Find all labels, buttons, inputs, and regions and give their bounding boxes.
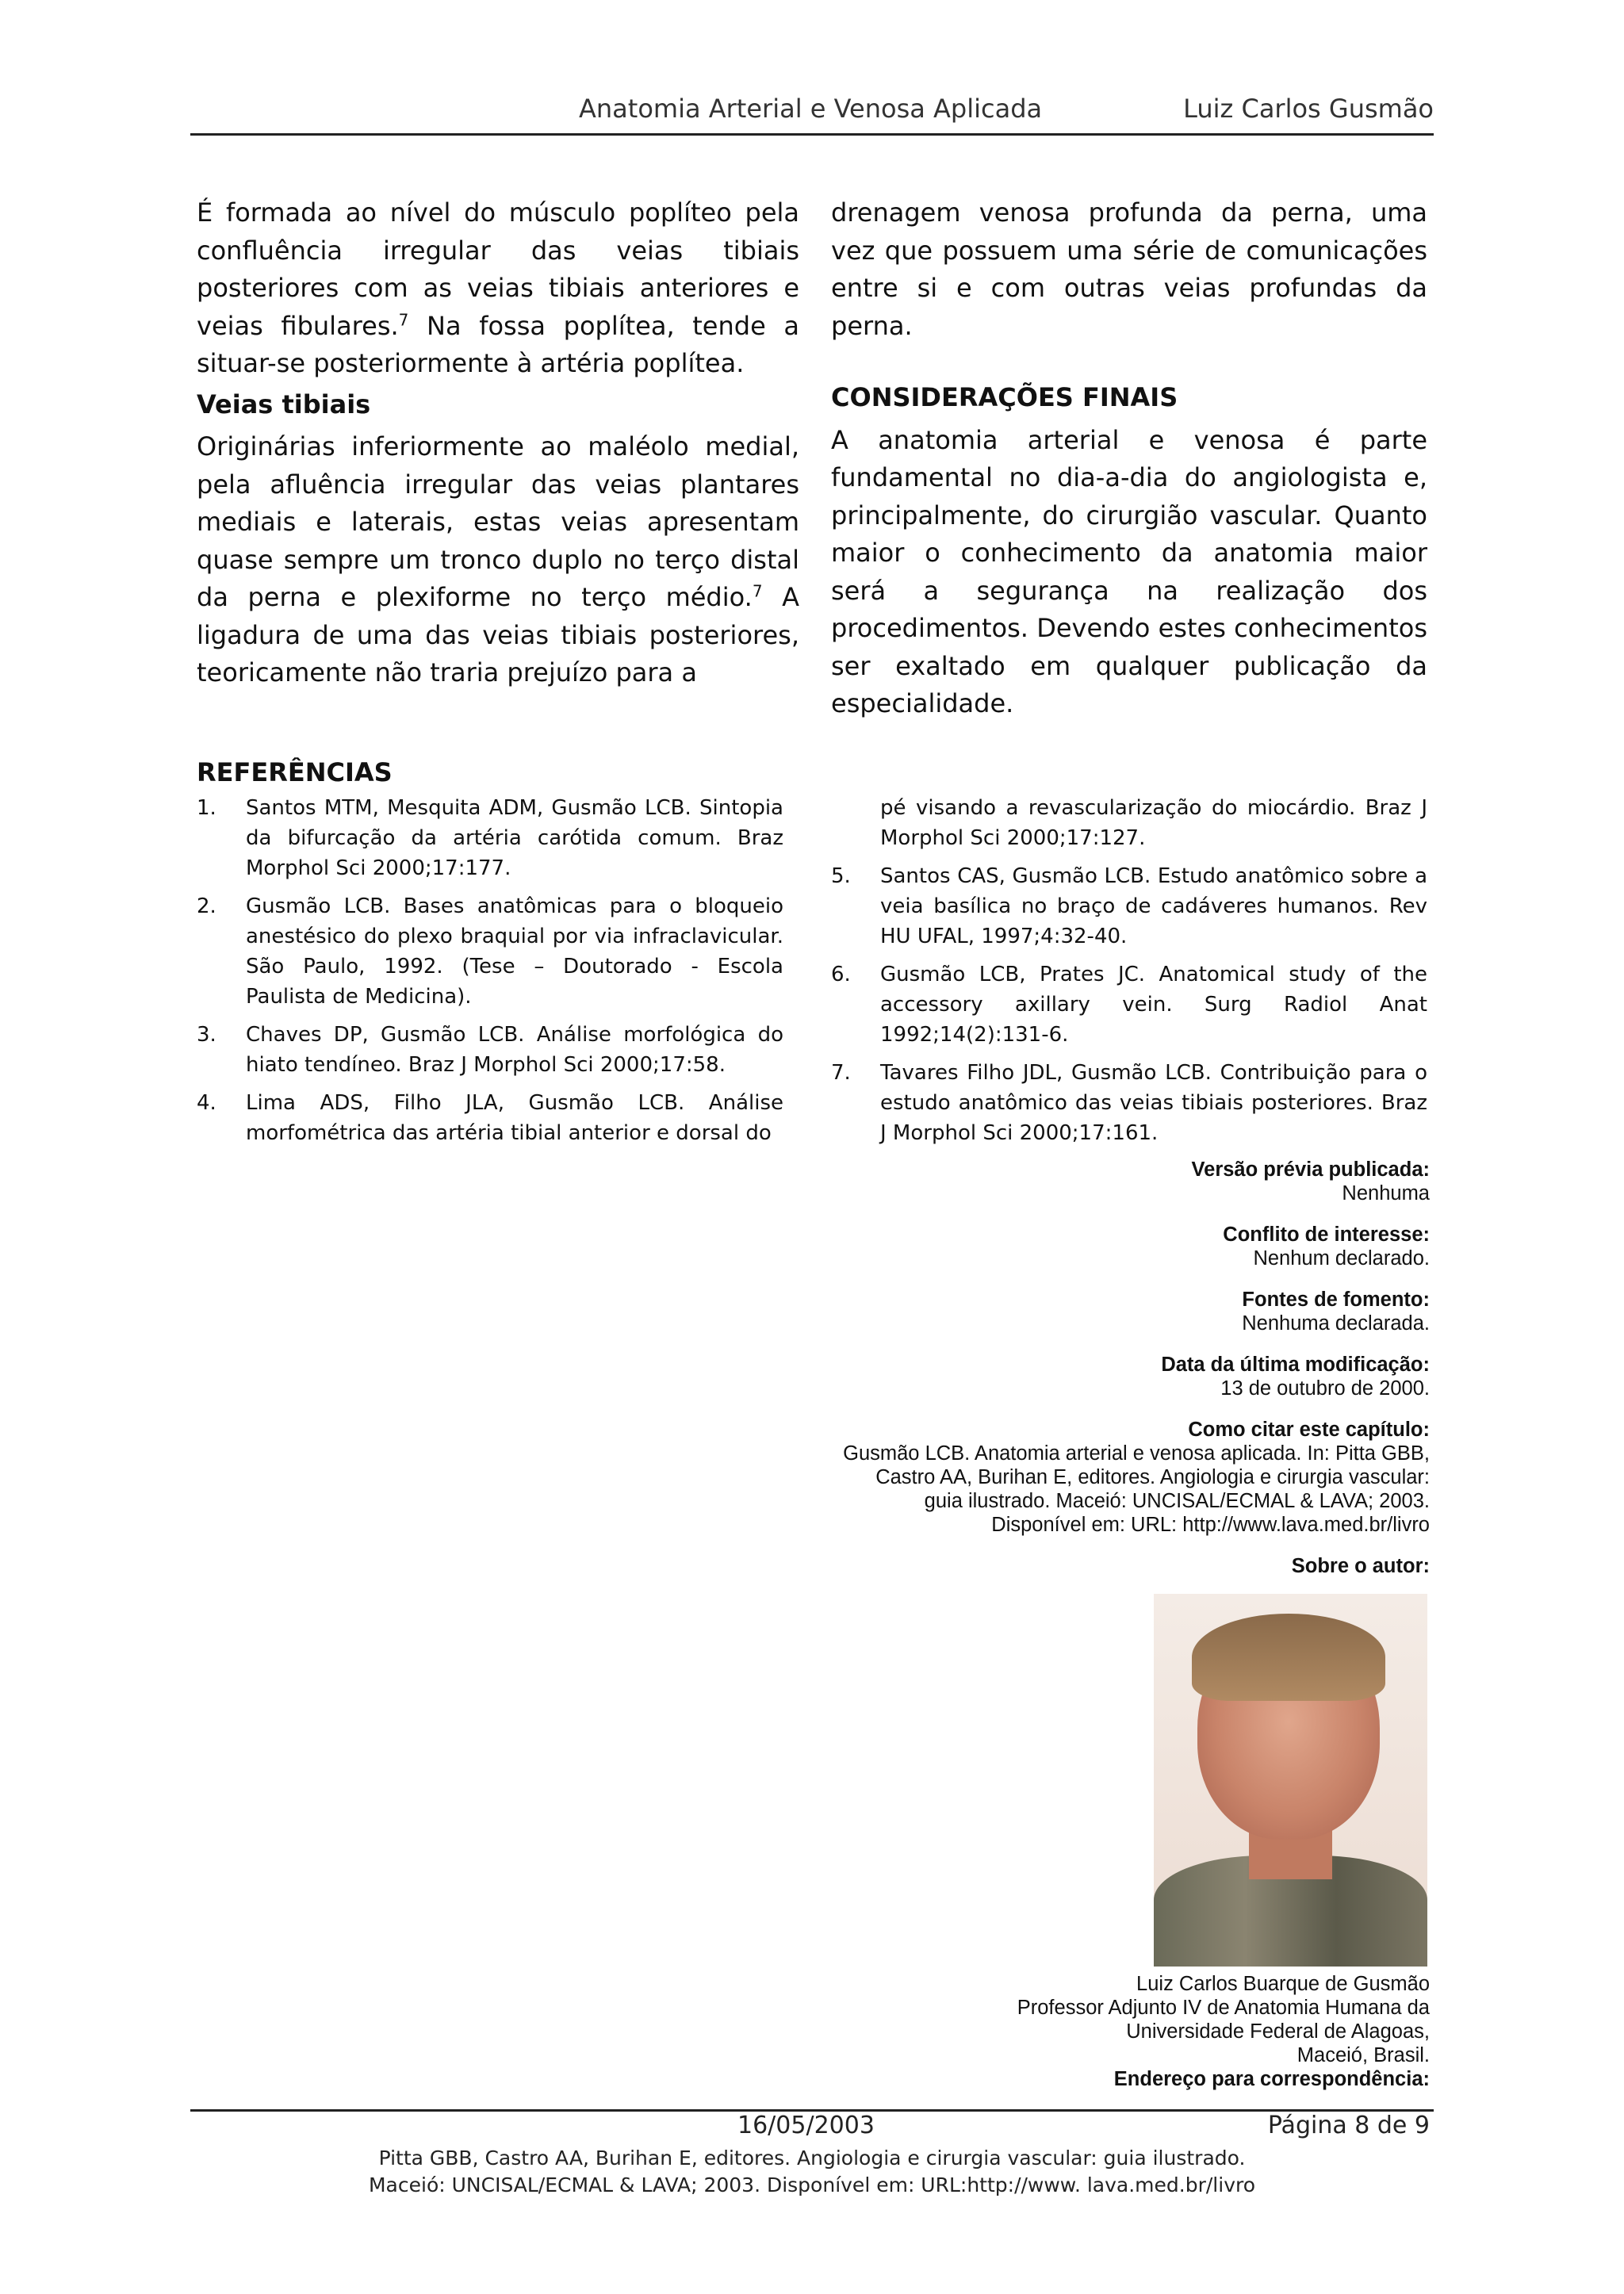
reference-item: 3. Chaves DP, Gusmão LCB. Análise morfológica do hiato tendíneo. Braz J Morphol Sci 2000;17:58. <box>197 1023 783 1077</box>
references-heading: REFERÊNCIAS <box>197 757 393 787</box>
reference-item: 6. Gusmão LCB, Prates JC. Anatomical study of the accessory axillary vein. Surg Radiol Anat 1992;14(2):131-6. <box>831 963 1427 1047</box>
reference-item: 1. Santos MTM, Mesquita ADM, Gusmão LCB. Sintopia da bifurcação da artéria carótida comum. Braz Morphol Sci 2000;17:177. <box>197 796 783 880</box>
left-column <box>197 194 799 692</box>
header-title: Anatomia Arterial e Venosa Aplicada <box>579 94 1043 124</box>
conflict-of-interest: Conflito de interesse: Nenhum declarado. <box>1223 1224 1430 1270</box>
references-list-right <box>831 793 1427 1156</box>
section-heading: Veias tibiais <box>197 389 371 419</box>
reference-continuation: pé visando a revascularização do miocárdio. Braz J Morphol Sci 2000;17:127. <box>880 796 1427 850</box>
body-paragraph: Originárias inferiormente ao maléolo medial, pela afluência irregular das veias plantares mediais e laterais, estas veias apresentam quase sempre um tronco duplo no terço distal da perna e plexiforme no terço médio.$^7$ A ligadura de uma das veias tibiais posteriores, teoricamente não traria prejuízo para a <box>197 431 800 687</box>
footer-citation: Maceió: UNCISAL/ECMAL & LAVA; 2003. Disponível em: URL:http://www. lava.med.br/livro <box>368 2173 1256 2196</box>
reference-item: 7. Tavares Filho JDL, Gusmão LCB. Contribuição para o estudo anatômico das veias tibiais posteriores. Braz J Morphol Sci 2000;17:161. <box>831 1061 1427 1145</box>
references-list-left <box>197 793 783 1156</box>
author-name: Luiz Carlos Buarque de Gusmão <box>1136 1973 1430 1995</box>
section-heading: CONSIDERAÇÕES FINAIS <box>831 382 1178 412</box>
reference-item: 5. Santos CAS, Gusmão LCB. Estudo anatômico sobre a veia basílica no braço de cadáveres humanos. Rev HU UFAL, 1997;4:32-40. <box>831 864 1427 948</box>
last-modified: Data da última modificação: 13 de outubro de 2000. <box>1161 1354 1430 1400</box>
how-to-cite: Como citar este capítulo: Gusmão LCB. Anatomia arterial e venosa aplicada. In: Pitta GBB, Castro AA, Burihan E, editores. Angiologia e cirurgia vascular: guia ilustrado. Maceió: UNCISAL/ECMAL & LAVA; 2003. Disponível em: URL: http://www.lava.med.br/livro <box>843 1419 1430 1536</box>
body-paragraph: drenagem venosa profunda da perna, uma vez que possuem uma série de comunicações entre si e com outras veias profundas da perna. <box>831 197 1427 341</box>
footer-citation: Pitta GBB, Castro AA, Burihan E, editores. Angiologia e cirurgia vascular: guia ilustrado. <box>378 2147 1246 2170</box>
page-number: Página 8 de 9 <box>1267 2112 1430 2139</box>
reference-item: 2. Gusmão LCB. Bases anatômicas para o bloqueio anestésico do plexo braquial por via infraclavicular. São Paulo, 1992. (Tese – Doutorado - Escola Paulista de Medicina). <box>197 894 783 1009</box>
footer-date: 16/05/2003 <box>737 2112 875 2139</box>
publication-metadata <box>716 1158 1430 1595</box>
reference-item: 4. Lima ADS, Filho JLA, Gusmão LCB. Análise morfométrica das artéria tibial anterior e dorsal do <box>197 1091 783 1145</box>
running-header <box>190 94 1434 136</box>
citation-superscript: 7 <box>398 309 409 329</box>
right-column <box>831 194 1427 723</box>
body-paragraph: A anatomia arterial e venosa é parte fundamental no dia-a-dia do angiologista e, principalmente, do cirurgião vascular. Quanto maior o conhecimento da anatomia maior será a segurança na realização dos procedimentos. Devendo estes conhecimentos ser exaltado em qualquer publicação da especialidade. <box>831 424 1427 718</box>
about-author-label: Sobre o autor: <box>1291 1555 1430 1577</box>
author-bio: Luiz Carlos Buarque de Gusmão Professor Adjunto IV de Anatomia Humana da Universidade Federal de Alagoas, Maceió, Brasil. Endereço para correspondência: <box>875 1972 1430 2091</box>
address-label: Endereço para correspondência: <box>1113 2068 1430 2090</box>
header-author: Luiz Carlos Gusmão <box>1183 94 1434 124</box>
author-photo <box>1154 1594 1427 1967</box>
funding-sources: Fontes de fomento: Nenhuma declarada. <box>1242 1289 1430 1335</box>
previous-version: Versão prévia publicada: Nenhuma <box>1191 1158 1430 1204</box>
citation-superscript: 7 <box>752 581 763 601</box>
body-paragraph: É formada ao nível do músculo poplíteo pela confluência irregular das veias tibiais posteriores com as veias tibiais anteriores e veias fibulares.$^7$ Na fossa poplítea, tende a situar-se posteriormente à artéria poplítea. <box>197 197 800 378</box>
